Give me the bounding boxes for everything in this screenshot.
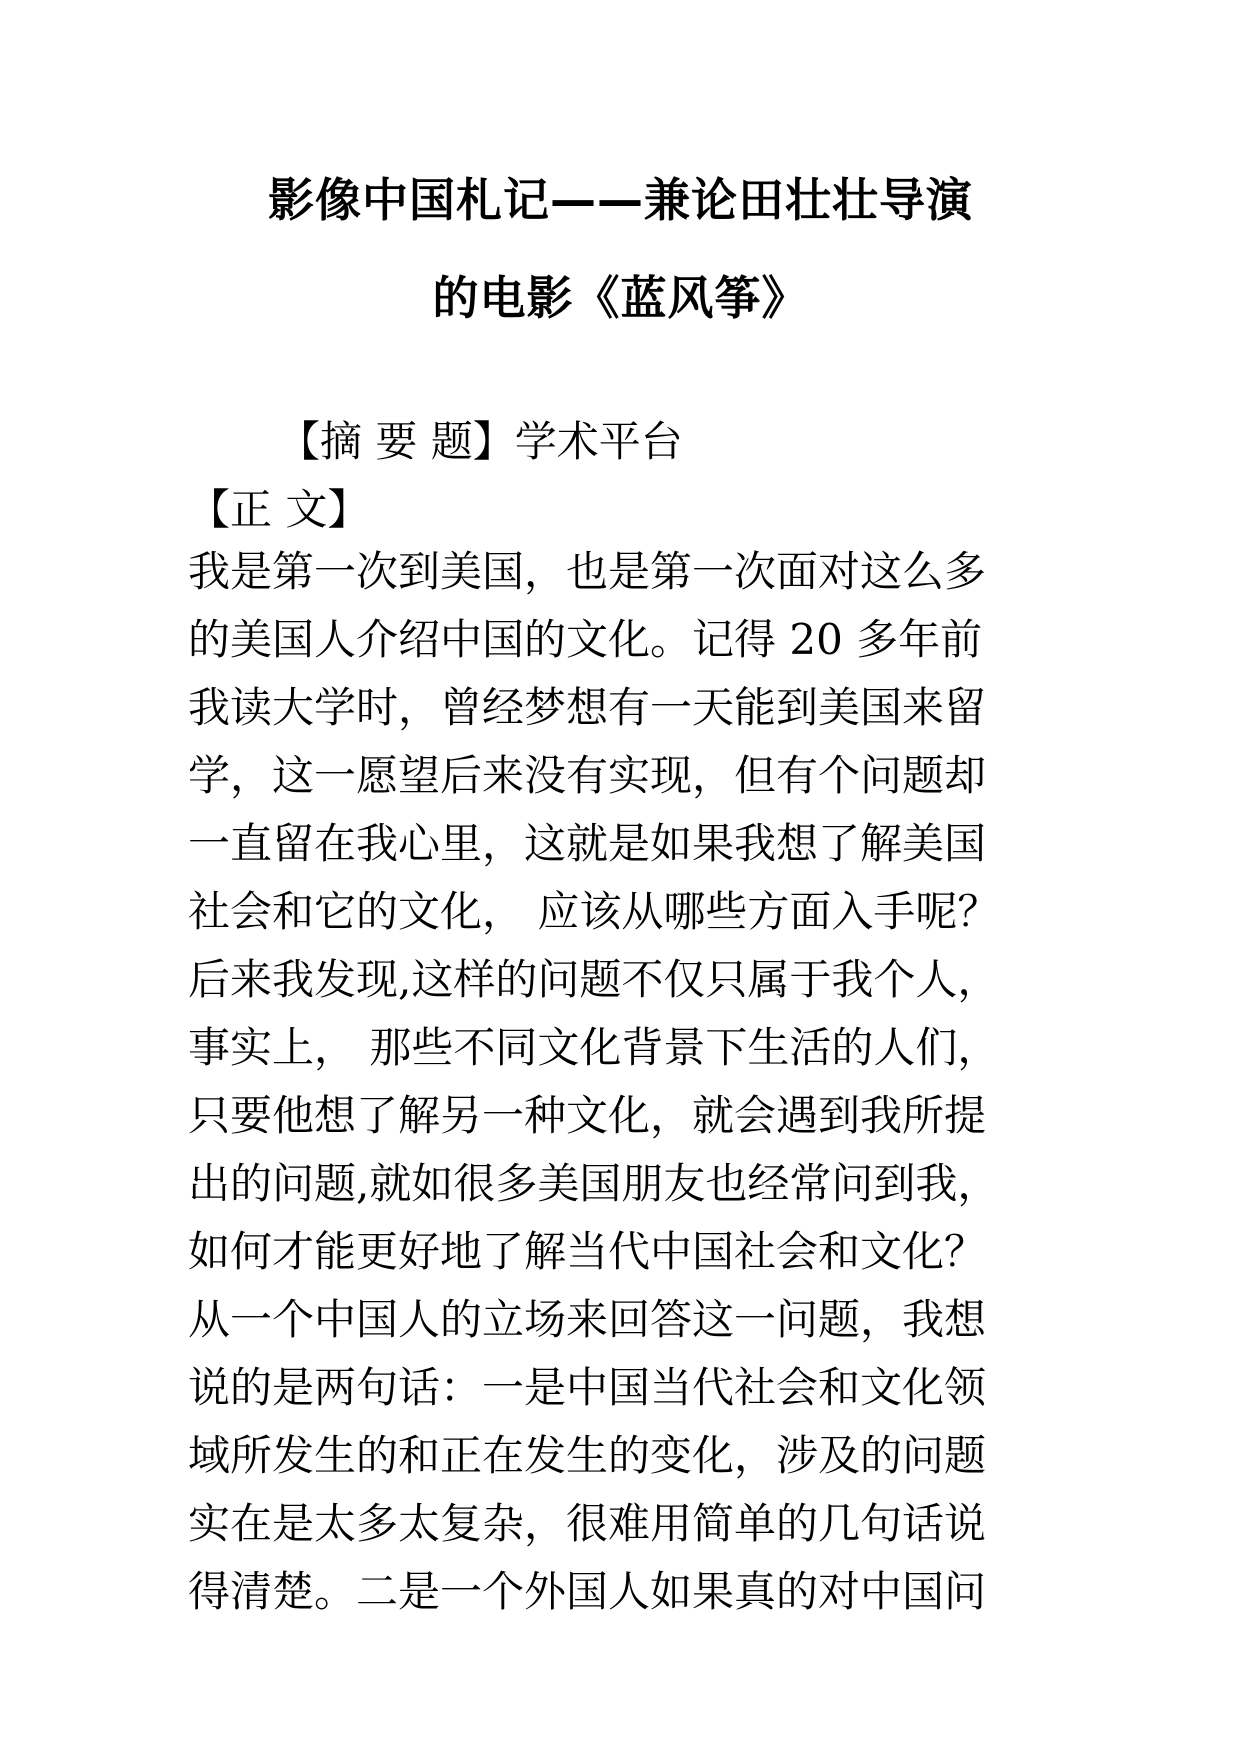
body-line: 得清楚。二是一个外国人如果真的对中国问 xyxy=(188,1567,987,1616)
body-line: 事实上， 那些不同文化背景下生活的人们， xyxy=(188,1023,1000,1072)
body-line: 社会和它的文化， 应该从哪些方面入手呢？ xyxy=(188,887,1000,936)
body-line: 说的是两句话：一是中国当代社会和文化领 xyxy=(188,1363,987,1412)
body-line: 实在是太多太复杂，很难用简单的几句话说 xyxy=(188,1499,987,1548)
body-label: 【正 文】 xyxy=(188,485,370,534)
document-title-line-2: 的电影《蓝风筝》 xyxy=(432,271,809,325)
body-line: 从一个中国人的立场来回答这一问题，我想 xyxy=(188,1295,987,1344)
body-line: 如何才能更好地了解当代中国社会和文化？ xyxy=(188,1227,987,1276)
body-line: 域所发生的和正在发生的变化，涉及的问题 xyxy=(188,1431,987,1480)
body-line: 我读大学时，曾经梦想有一天能到美国来留 xyxy=(188,683,987,732)
body-line: 学，这一愿望后来没有实现，但有个问题却 xyxy=(188,751,987,800)
body-line: 的美国人介绍中国的文化。记得 20 多年前 xyxy=(188,615,983,664)
body-line: 一直留在我心里，这就是如果我想了解美国 xyxy=(188,819,987,868)
body-line: 出的问题,就如很多美国朋友也经常问到我， xyxy=(188,1159,1000,1208)
abstract-line xyxy=(278,414,683,470)
body-line: 只要他想了解另一种文化，就会遇到我所提 xyxy=(188,1091,987,1140)
body-line: 后来我发现,这样的问题不仅只属于我个人， xyxy=(188,955,1000,1004)
abstract-label: 【摘 要 题】 xyxy=(278,417,515,466)
body-line: 我是第一次到美国，也是第一次面对这么多 xyxy=(188,547,987,596)
document-title-line-1: 影像中国札记——兼论田壮壮导演 xyxy=(268,173,973,227)
body-text xyxy=(188,538,1088,1626)
abstract-value: 学术平台 xyxy=(514,417,683,466)
